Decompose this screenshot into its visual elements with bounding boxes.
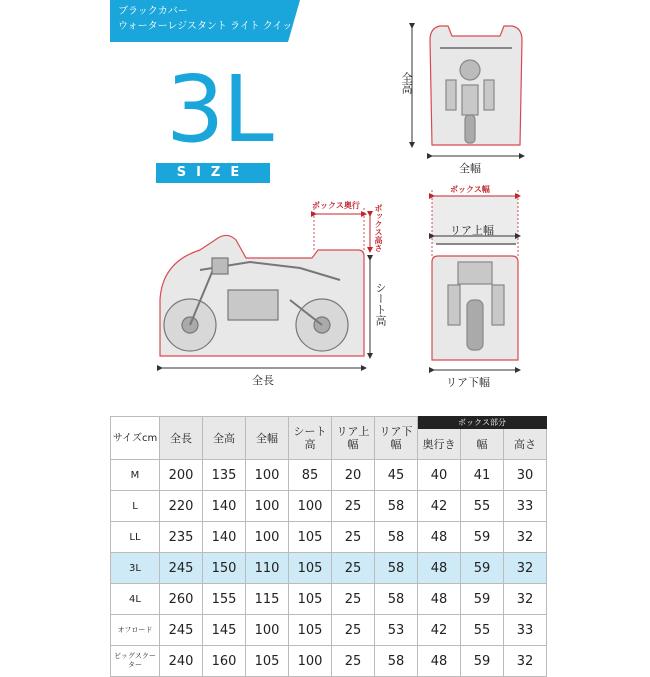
table-cell: 48 [418,553,461,584]
size-spec-table [110,416,547,677]
table-cell: 55 [461,491,504,522]
table-cell: 115 [246,584,289,615]
table-cell: 85 [289,460,332,491]
rear-view-cover [432,190,518,370]
table-cell: 135 [203,460,246,491]
row-size: L [111,491,160,522]
table-row [111,460,547,491]
table-cell: 42 [418,491,461,522]
table-cell: 105 [289,522,332,553]
seat-height-label: シート高 [374,282,387,326]
table-cell: 100 [289,646,332,677]
table-cell: 41 [461,460,504,491]
table-cell: 33 [504,491,547,522]
table-cell: 55 [461,615,504,646]
table-row [111,553,547,584]
table-cell: 150 [203,553,246,584]
table-row [111,584,547,615]
table-row [111,646,547,677]
row-size: オフロード [111,615,160,646]
header-box-depth: 奥行き [418,429,461,460]
table-cell: 100 [246,522,289,553]
table-cell: 42 [418,615,461,646]
table-cell: 100 [246,615,289,646]
table-cell: 32 [504,646,547,677]
row-size: 3L [111,553,160,584]
table-cell: 100 [246,491,289,522]
table-cell: 40 [418,460,461,491]
table-cell: 200 [160,460,203,491]
header-seat-height: シート高 [289,417,332,460]
table-cell: 53 [375,615,418,646]
row-size: ビッグスクーター [111,646,160,677]
table-cell: 25 [332,615,375,646]
table-cell: 105 [289,553,332,584]
table-cell: 25 [332,553,375,584]
table-cell: 58 [375,491,418,522]
front-view-cover [412,26,522,156]
table-cell: 25 [332,491,375,522]
box-width-label: ボックス幅 [450,185,490,194]
row-size: LL [111,522,160,553]
table-cell: 160 [203,646,246,677]
front-height-label: 全高 [400,72,413,94]
table-cell: 105 [289,615,332,646]
table-cell: 58 [375,522,418,553]
table-cell: 105 [289,584,332,615]
header-height: 全高 [203,417,246,460]
table-cell: 245 [160,553,203,584]
rear-lower-width-label: リア下幅 [446,376,490,389]
table-cell: 48 [418,584,461,615]
table-cell: 100 [289,491,332,522]
table-cell: 220 [160,491,203,522]
front-width-label: 全幅 [459,162,481,175]
box-height-label: ボックス高さ [374,204,383,252]
table-cell: 140 [203,491,246,522]
table-cell: 25 [332,584,375,615]
table-cell: 58 [375,646,418,677]
table-cell: 32 [504,584,547,615]
table-cell: 260 [160,584,203,615]
table-row [111,615,547,646]
table-cell: 30 [504,460,547,491]
table-cell: 59 [461,553,504,584]
banner-line2: ウォーターレジスタント ライト クイック [118,21,303,32]
table-cell: 105 [246,646,289,677]
length-label: 全長 [252,374,274,387]
table-cell: 100 [246,460,289,491]
header-rear-lower-width: リア下幅 [375,417,418,460]
table-cell: 32 [504,522,547,553]
rear-upper-width-label: リア上幅 [450,224,494,237]
box-depth-label: ボックス奥行 [312,201,360,210]
header-box-group: ボックス部分 [418,417,547,429]
table-row [111,491,547,522]
table-cell: 110 [246,553,289,584]
table-cell: 59 [461,584,504,615]
row-size: M [111,460,160,491]
table-cell: 235 [160,522,203,553]
table-cell: 25 [332,522,375,553]
table-cell: 59 [461,522,504,553]
table-cell: 58 [375,584,418,615]
header-length: 全長 [160,417,203,460]
banner-line1: ブラックカバー [118,6,188,17]
side-view-cover [160,208,370,368]
table-cell: 20 [332,460,375,491]
table-cell: 155 [203,584,246,615]
table-cell: 45 [375,460,418,491]
table-cell: 32 [504,553,547,584]
table-cell: 48 [418,522,461,553]
header-width: 全幅 [246,417,289,460]
table-cell: 48 [418,646,461,677]
table-cell: 140 [203,522,246,553]
table-cell: 58 [375,553,418,584]
spec-table-body [111,460,547,677]
table-cell: 59 [461,646,504,677]
table-cell: 33 [504,615,547,646]
size-heading: 3L [166,56,272,163]
table-cell: 25 [332,646,375,677]
size-label: SIZE [156,163,270,183]
table-row [111,522,547,553]
table-cell: 240 [160,646,203,677]
table-cell: 245 [160,615,203,646]
header-box-width: 幅 [461,429,504,460]
header-size: サイズcm [111,417,160,460]
row-size: 4L [111,584,160,615]
header-box-height: 高さ [504,429,547,460]
table-cell: 145 [203,615,246,646]
header-rear-upper-width: リア上幅 [332,417,375,460]
